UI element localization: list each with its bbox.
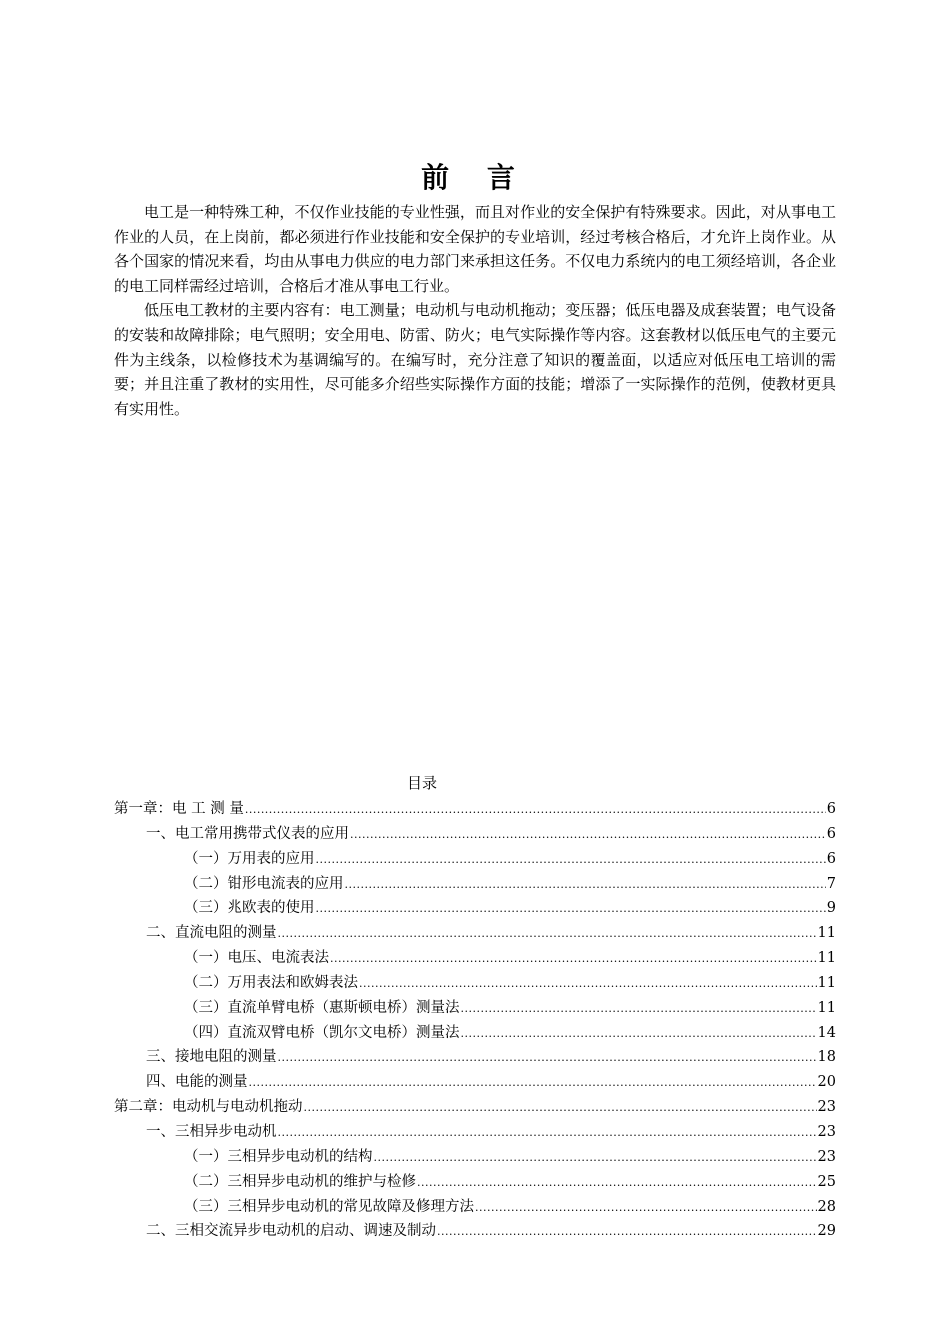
toc-leader-dots xyxy=(316,897,826,922)
toc-entry-page: 23 xyxy=(817,1099,836,1116)
preface-body xyxy=(114,200,836,421)
toc-entry-label: 二、直流电阻的测量 xyxy=(146,925,277,942)
toc-leader-dots xyxy=(374,1146,817,1171)
toc-entry[interactable] xyxy=(114,971,836,996)
toc-entry-label: （二）三相异步电动机的维护与检修 xyxy=(184,1173,416,1190)
toc-leader-dots xyxy=(304,1096,817,1121)
toc-entry-page: 23 xyxy=(817,1148,836,1165)
toc-leader-dots xyxy=(475,1196,817,1221)
toc-entry-page: 6 xyxy=(826,850,836,867)
toc-leader-dots xyxy=(345,873,826,898)
toc-leader-dots xyxy=(359,972,817,997)
toc-entry-label: 第二章：电动机与电动机拖动 xyxy=(114,1099,303,1116)
toc-entry[interactable] xyxy=(114,1170,836,1195)
toc-entry[interactable] xyxy=(114,1095,836,1120)
toc-leader-dots xyxy=(278,1046,817,1071)
toc-entry-page: 29 xyxy=(817,1223,836,1240)
toc-entry-label: （三）三相异步电动机的常见故障及修理方法 xyxy=(184,1198,474,1215)
toc-leader-dots xyxy=(278,922,817,947)
toc-entry[interactable] xyxy=(114,1070,836,1095)
toc-leader-dots xyxy=(316,848,826,873)
toc-entry-label: （二）万用表法和欧姆表法 xyxy=(184,974,358,991)
toc-entry[interactable] xyxy=(114,847,836,872)
toc-leader-dots xyxy=(461,1022,817,1047)
toc-leader-dots xyxy=(278,1121,817,1146)
toc-leader-dots xyxy=(245,798,826,823)
toc-entry[interactable] xyxy=(114,1219,836,1244)
toc-entry[interactable] xyxy=(114,896,836,921)
toc-entry-label: 四、电能的测量 xyxy=(146,1074,248,1091)
toc-entry[interactable] xyxy=(114,946,836,971)
toc-entry-page: 6 xyxy=(826,801,836,817)
toc-entry-page: 14 xyxy=(817,1024,836,1041)
toc-entry-page: 9 xyxy=(826,900,836,917)
preface-paragraph: 低压电工教材的主要内容有：电工测量；电动机与电动机拖动；变压器；低压电器及成套装置；电气设备的安装和故障排除；电气照明；安全用电、防雷、防火；电气实际操作等内容。这套教材以低压电气的主要元件为主线条，以检修技术为基调编写的。在编写时，充分注意了知识的覆盖面，以适应对低压电工培训的需要；并且注重了教材的实用性，尽可能多介绍些实际操作方面的技能；增添了一实际操作的范例，使教材更具有实用性。 xyxy=(114,301,836,418)
toc-leader-dots xyxy=(417,1171,817,1196)
toc-entry-page: 11 xyxy=(817,999,836,1016)
toc-entry-label: 一、三相异步电动机 xyxy=(146,1123,277,1140)
toc-entry[interactable] xyxy=(114,921,836,946)
toc-leader-dots xyxy=(461,997,817,1022)
toc-entry[interactable] xyxy=(114,1145,836,1170)
toc-entry-page: 28 xyxy=(817,1198,836,1215)
toc-entry-label: （二）钳形电流表的应用 xyxy=(184,875,344,892)
toc-entry-label: （三）兆欧表的使用 xyxy=(184,900,315,917)
toc-leader-dots xyxy=(350,823,826,848)
toc-entry-label: （一）电压、电流表法 xyxy=(184,950,329,967)
toc-entry-page: 25 xyxy=(817,1173,836,1190)
toc-entry-page: 18 xyxy=(817,1049,836,1066)
toc-entry-page: 11 xyxy=(817,925,836,942)
toc-leader-dots xyxy=(330,947,817,972)
toc-entry[interactable] xyxy=(114,1021,836,1046)
toc-leader-dots xyxy=(249,1071,817,1096)
toc-entry[interactable] xyxy=(114,872,836,897)
toc-entry[interactable] xyxy=(114,1195,836,1220)
toc-entry-label: （四）直流双臂电桥（凯尔文电桥）测量法 xyxy=(184,1024,460,1041)
toc-entry-label: 第一章：电 工 测 量 xyxy=(114,801,244,817)
toc-entry-label: 三、接地电阻的测量 xyxy=(146,1049,277,1066)
toc-entry-page: 11 xyxy=(817,974,836,991)
toc-title: 目录 xyxy=(406,774,437,792)
toc-entry[interactable] xyxy=(114,996,836,1021)
toc-entry[interactable] xyxy=(114,797,836,822)
toc-entry-label: （一）三相异步电动机的结构 xyxy=(184,1148,373,1165)
toc-entry[interactable] xyxy=(114,1120,836,1145)
preface-title: 前 言 xyxy=(421,161,529,194)
toc-entry-page: 11 xyxy=(817,950,836,967)
preface-paragraph: 电工是一种特殊工种，不仅作业技能的专业性强，而且对作业的安全保护有特殊要求。因此，对从事电工作业的人员，在上岗前，都必须进行作业技能和安全保护的专业培训，经过考核合格后，才允许上岗作业。从各个国家的情况来看，均由从事电力供应的电力部门来承担这任务。不仅电力系统内的电工须经培训，各企业的电工同样需经过培训，合格后才准从事电工行业。 xyxy=(114,203,836,295)
toc-entry-page: 7 xyxy=(826,875,836,892)
toc-entry-label: （三）直流单臂电桥（惠斯顿电桥）测量法 xyxy=(184,999,460,1016)
toc-leader-dots xyxy=(437,1220,817,1245)
table-of-contents xyxy=(114,797,836,1244)
toc-entry-page: 23 xyxy=(817,1123,836,1140)
toc-entry[interactable] xyxy=(114,1045,836,1070)
toc-entry-page: 20 xyxy=(817,1074,836,1091)
toc-entry-label: 一、电工常用携带式仪表的应用 xyxy=(146,825,349,842)
toc-entry[interactable] xyxy=(114,822,836,847)
toc-entry-label: （一）万用表的应用 xyxy=(184,850,315,867)
toc-entry-page: 6 xyxy=(826,825,836,842)
toc-entry-label: 二、三相交流异步电动机的启动、调速及制动 xyxy=(146,1223,436,1240)
